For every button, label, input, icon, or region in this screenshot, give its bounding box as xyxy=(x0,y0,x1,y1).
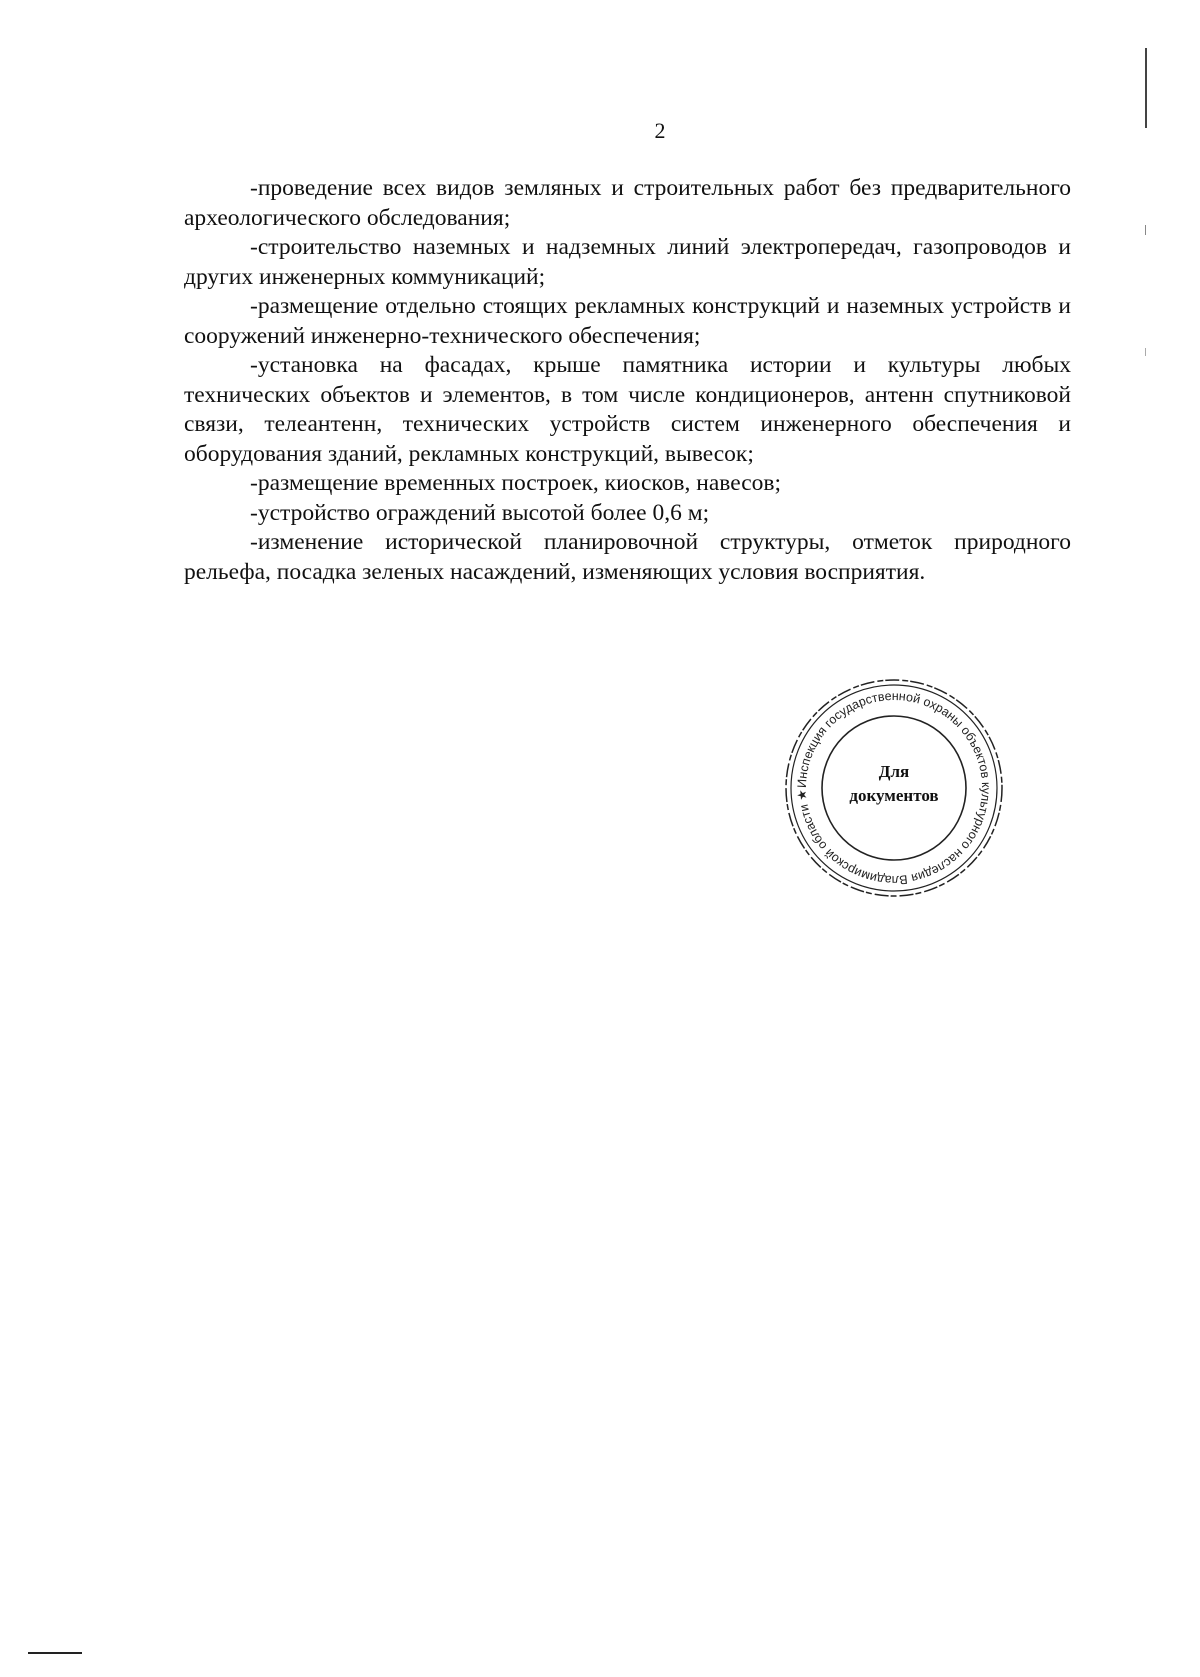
paragraph: -строительство наземных и надземных линий электропередач, газопроводов и других инженерных коммуникаций; xyxy=(184,234,1071,290)
paragraph: -изменение исторической планировочной структуры, отметок природного рельефа, посадка зеленых насаждений, изменяющих условия восприятия. xyxy=(184,529,1071,585)
scan-artifact-line xyxy=(1145,348,1146,356)
scan-artifact-line xyxy=(28,1652,82,1654)
paragraph: -устройство ограждений высотой более 0,6 м; xyxy=(250,499,710,526)
body-text xyxy=(184,174,1071,587)
stamp-center-line-2: документов xyxy=(849,786,939,805)
scan-artifact-line xyxy=(1145,225,1146,235)
scan-artifact-line xyxy=(1145,48,1147,128)
paragraph: -размещение временных построек, киосков, навесов; xyxy=(250,470,782,496)
paragraph: -установка на фасадах, крыше памятника истории и культуры любых технических объектов и элементов, в том числе кондиционеров, антенн спутниковой связи, телеантенн, технических устройств систем инженерного обеспечения и оборудования зданий, рекламных конструкций, вывесок; xyxy=(184,352,1071,467)
page-number: 2 xyxy=(654,118,666,143)
paragraph: -проведение всех видов земляных и строительных работ без предварительного археологического обследования; xyxy=(184,175,1071,231)
stamp-center-line-1: Для xyxy=(878,762,910,781)
paragraph: -размещение отдельно стоящих рекламных конструкций и наземных устройств и сооружений инженерно-технического обеспечения; xyxy=(184,293,1071,349)
stamp-ring-text: Инспекция государственной охраны объектов культурного наследия Владимирской области ★ xyxy=(794,688,994,888)
official-stamp xyxy=(782,676,1006,900)
